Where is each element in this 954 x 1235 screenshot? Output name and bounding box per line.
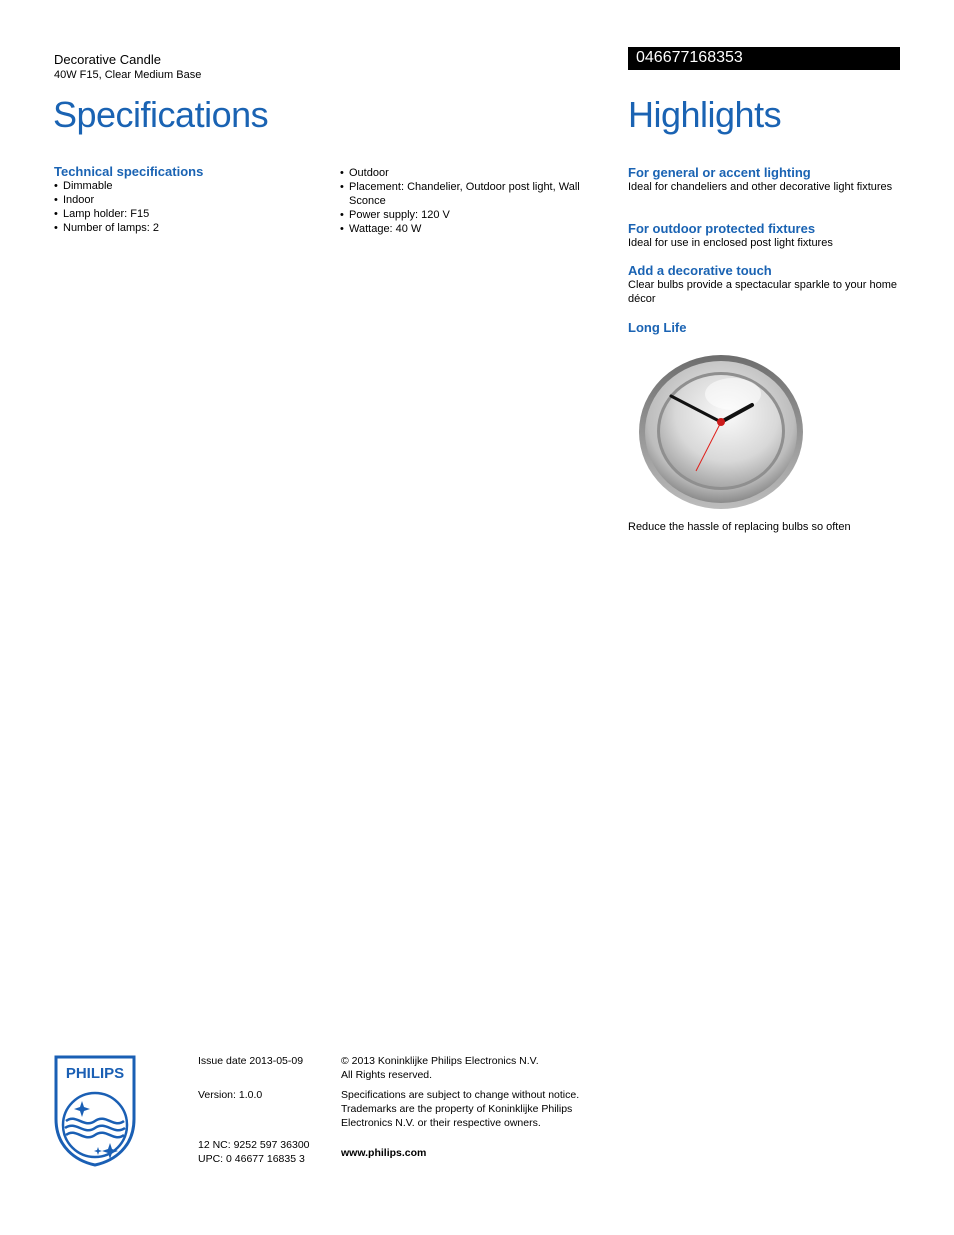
highlight-text: Ideal for chandeliers and other decorative light fixtures [628,181,893,193]
list-item: • Power supply: 120 V [340,208,610,222]
highlight-item [628,221,900,250]
list-item: • Dimmable [54,179,314,193]
clock-icon [638,354,804,510]
list-item: • Outdoor [340,166,610,180]
highlight-item [628,320,900,335]
highlight-item [628,263,900,306]
list-item: • Indoor [54,193,314,207]
highlight-heading: For general or accent lighting [628,165,811,180]
list-item: • Wattage: 40 W [340,222,610,236]
copyright-line-1: © 2013 Koninklijke Philips Electronics N.V. [341,1055,539,1067]
copyright-line-2: All Rights reserved. [341,1069,433,1081]
list-item: • Lamp holder: F15 [54,207,314,221]
disclaimer: Specifications are subject to change without notice. Trademarks are the property of Koninklijke Philips Electronics N.V. or their respective owners. [341,1089,580,1129]
product-code: 046677168353 [636,49,743,66]
technical-specifications-heading: Technical specifications [54,164,204,179]
image-caption: Reduce the hassle of replacing bulbs so often [628,521,851,533]
list-item: • Number of lamps: 2 [54,221,314,235]
spec-column-2 [340,164,610,236]
product-subtitle: 40W F15, Clear Medium Base [54,69,202,81]
website-link[interactable]: www.philips.com [341,1147,427,1159]
highlights-title: Highlights [628,94,782,135]
spec-list-2 [340,166,610,236]
highlight-item [628,165,900,194]
highlight-heading: Add a decorative touch [628,263,772,278]
upc: UPC: 0 46677 16835 3 [198,1153,305,1165]
list-item: • Placement: Chandelier, Outdoor post light, Wall Sconce [340,180,610,208]
philips-logo-text: PHILIPS [65,1065,125,1082]
product-name: Decorative Candle [54,52,161,67]
twelve-nc: 12 NC: 9252 597 36300 [198,1139,310,1151]
issue-date: Issue date 2013-05-09 [198,1055,304,1067]
philips-logo [54,1055,136,1167]
version: Version: 1.0.0 [198,1089,263,1101]
footer-legal [341,1054,601,1160]
footer-meta [198,1054,328,1166]
spec-column-1 [54,164,314,235]
highlight-heading: Long Life [628,320,687,335]
highlight-text: Ideal for use in enclosed post light fixtures [628,237,833,249]
highlight-text: Clear bulbs provide a spectacular sparkle to your home décor [628,279,898,305]
product-code-bar [628,47,900,70]
highlight-heading: For outdoor protected fixtures [628,221,816,236]
spec-list-1 [54,179,314,235]
specifications-title: Specifications [53,94,269,135]
